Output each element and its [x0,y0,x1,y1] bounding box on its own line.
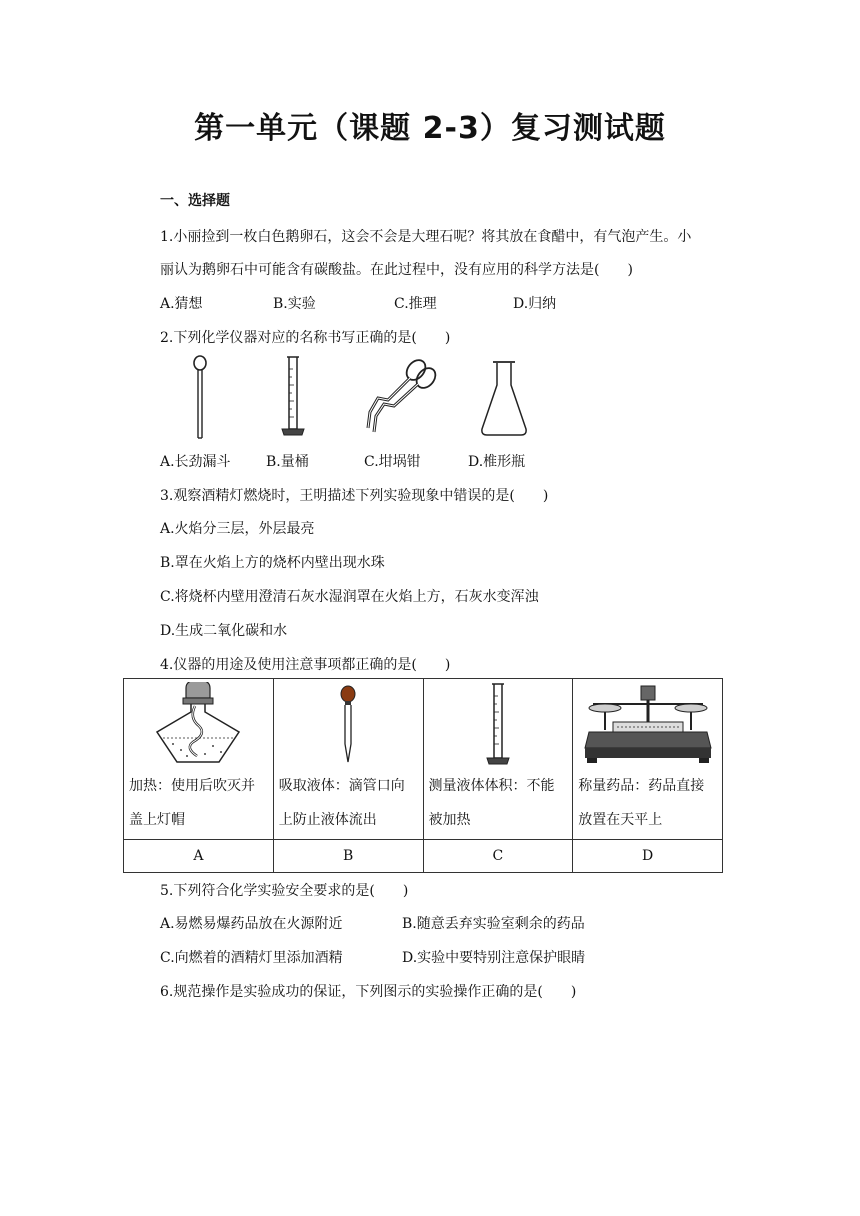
measuring-cylinder-image [483,682,513,766]
q5-stem: 5.下列符合化学实验安全要求的是( ) [160,883,409,899]
q2-option-d: D.椎形瓶 [468,454,526,470]
q4-cell-c [423,679,573,840]
q4-cell-d-text: 称量药品：药品直接放置在天平上 [578,778,705,828]
q1-option-c: C.推理 [394,296,437,312]
q3-option-d: D.生成二氧化碳和水 [160,623,288,639]
balance-scale-image [583,682,713,766]
q3-option-c: C.将烧杯内壁用澄清石灰水湿润罩在火焰上方，石灰水变浑浊 [160,589,539,605]
q4-options-table [123,678,723,873]
section-heading: 一、选择题 [160,193,230,209]
q3-stem: 3.观察酒精灯燃烧时，王明描述下列实验现象中错误的是( ) [160,488,549,504]
q4-cell-a [124,679,274,840]
q4-label-b: B [273,840,423,873]
q2-option-b: B.量桶 [266,454,309,470]
q5-option-c: C.向燃着的酒精灯里添加酒精 [160,950,343,966]
graduated-cylinder-image [278,355,308,439]
q1-stem-line2: 丽认为鹅卵石中可能含有碳酸盐。在此过程中，没有应用的科学方法是( ) [160,262,633,278]
q1-option-b: B.实验 [273,296,316,312]
q1-stem-line1: 1.小丽捡到一枚白色鹅卵石，这会不会是大理石呢？将其放在食醋中，有气泡产生。小 [160,229,692,245]
q5-option-a: A.易燃易爆药品放在火源附近 [160,916,343,932]
q4-label-c: C [423,840,573,873]
q4-label-a: A [124,840,274,873]
q4-label-d: D [573,840,723,873]
crucible-tongs-image [358,356,438,438]
q2-option-c: C.坩埚钳 [364,454,421,470]
q4-stem: 4.仪器的用途及使用注意事项都正确的是( ) [160,657,451,673]
q4-cell-c-text: 测量液体体积：不能被加热 [428,778,555,828]
q4-cell-d [573,679,723,840]
conical-flask-image [476,359,532,439]
long-neck-funnel-image [180,353,220,441]
q4-cell-a-text: 加热：使用后吹灭并盖上灯帽 [129,778,255,828]
alcohol-lamp-image [143,682,253,766]
q5-option-d: D.实验中要特别注意保护眼睛 [402,950,586,966]
q1-option-a: A.猜想 [160,296,203,312]
q4-cell-b-text: 吸取液体：滴管口向上防止液体流出 [278,778,405,828]
q3-option-a: A.火焰分三层，外层最亮 [160,521,315,537]
q6-stem: 6.规范操作是实验成功的保证，下列图示的实验操作正确的是( ) [160,984,577,1000]
q2-option-a: A.长劲漏斗 [160,454,231,470]
q4-cell-b [273,679,423,840]
q2-stem: 2.下列化学仪器对应的名称书写正确的是( ) [160,330,451,346]
page-title: 第一单元（课题 2-3）复习测试题 [194,111,666,146]
q5-option-b: B.随意丢弃实验室剩余的药品 [402,916,585,932]
dropper-image [333,682,363,766]
q3-option-b: B.罩在火焰上方的烧杯内壁出现水珠 [160,555,385,571]
q1-option-d: D.归纳 [513,296,557,312]
